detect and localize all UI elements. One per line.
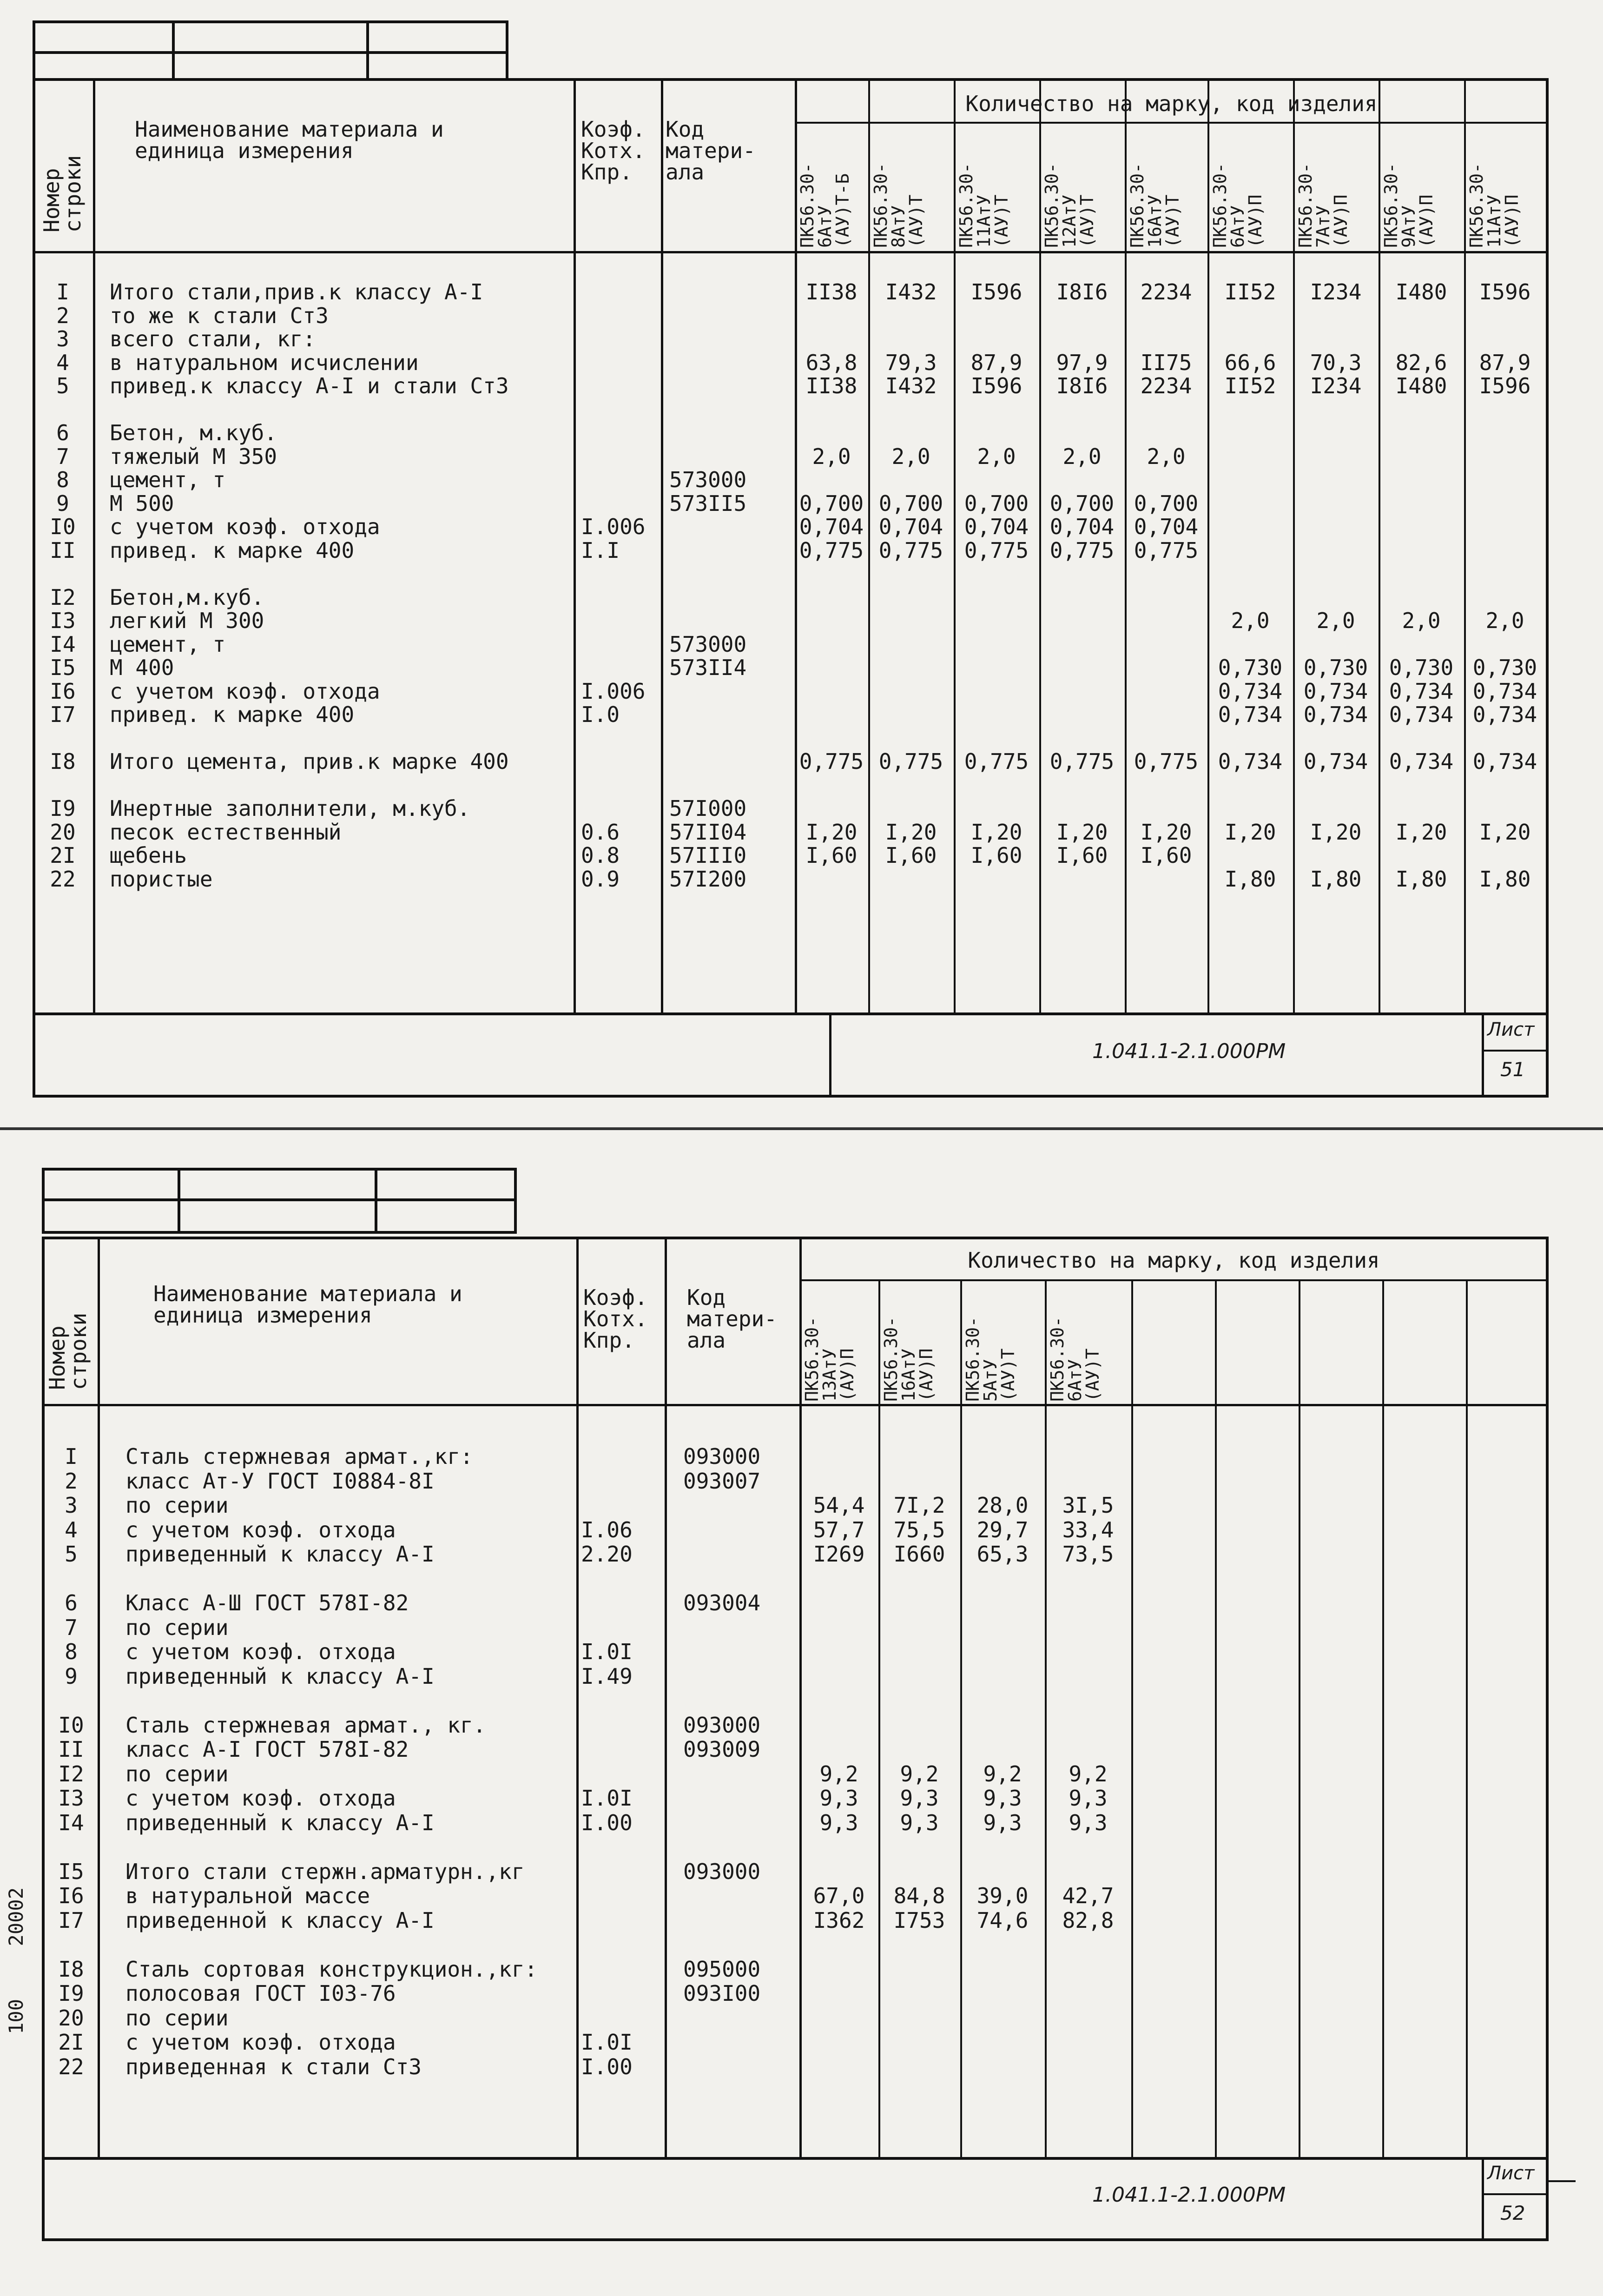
material-name: тяжелый М 350 bbox=[110, 443, 277, 469]
line-number: II bbox=[58, 1737, 84, 1762]
quantity-cell: 7I,2 bbox=[893, 1493, 945, 1518]
quantity-cell: 0,704 bbox=[878, 514, 943, 539]
quantity-cell: I,20 bbox=[885, 819, 937, 845]
line-number: 20 bbox=[58, 2005, 84, 2031]
product-code-header: ПК56.30- 7АтУ (АУ)П bbox=[1295, 162, 1351, 248]
material-name: с учетом коэф. отхода bbox=[110, 678, 380, 704]
quantity-cell: 33,4 bbox=[1062, 1517, 1114, 1542]
material-name: с учетом коэф. отхода bbox=[125, 1517, 396, 1542]
quantity-cell: 2,0 bbox=[891, 443, 930, 469]
quantity-cell: 0,775 bbox=[878, 537, 943, 563]
quantity-cell: 54,4 bbox=[813, 1493, 865, 1518]
line-number: II bbox=[50, 537, 76, 563]
quantity-cell: 2,0 bbox=[1231, 608, 1270, 633]
line-number: I2 bbox=[58, 1761, 84, 1787]
quantity-cell: 0,704 bbox=[1049, 514, 1115, 539]
page-divider bbox=[0, 1127, 1603, 1130]
material-code: 093000 bbox=[683, 1444, 761, 1469]
quantity-cell: 0,704 bbox=[1134, 514, 1199, 539]
name-header-2: Наименование материала и единица измерения bbox=[153, 1281, 462, 1328]
code-header-2: Код матери- ала bbox=[687, 1285, 777, 1353]
line-number: I bbox=[56, 279, 69, 304]
line-number: 2 bbox=[56, 303, 69, 328]
line-number: I4 bbox=[50, 631, 76, 657]
material-name: Итого цемента, прив.к марке 400 bbox=[110, 749, 509, 774]
quantity-cell: 9,3 bbox=[900, 1810, 939, 1835]
document-code: 1.041.1-2.1.000РМ bbox=[1092, 1039, 1286, 1063]
line-number: I2 bbox=[50, 584, 76, 610]
coefficient: I.006 bbox=[581, 514, 646, 539]
coefficient: I.06 bbox=[581, 1517, 633, 1542]
quantity-cell: II38 bbox=[805, 279, 858, 304]
quantity-cell: 0,700 bbox=[1049, 490, 1115, 516]
quantity-cell: 75,5 bbox=[893, 1517, 945, 1542]
quantity-cell: 2,0 bbox=[1147, 443, 1186, 469]
line-number-header-2: Номер строки bbox=[45, 1312, 91, 1390]
quantity-cell: 0,775 bbox=[964, 537, 1029, 563]
line-number: 7 bbox=[65, 1614, 78, 1640]
line-number: 9 bbox=[56, 490, 69, 516]
quantity-cell: 39,0 bbox=[976, 1883, 1029, 1908]
line-number: I4 bbox=[58, 1810, 84, 1835]
material-name: с учетом коэф. отхода bbox=[125, 1639, 396, 1664]
sheet-label-2: Лист bbox=[1487, 2163, 1535, 2184]
quantity-cell: 29,7 bbox=[976, 1517, 1029, 1542]
quantity-cell: 0,734 bbox=[1389, 678, 1454, 704]
material-name: по серии bbox=[125, 1761, 229, 1787]
coefficient: 0.6 bbox=[581, 819, 620, 845]
quantity-cell: I8I6 bbox=[1056, 279, 1108, 304]
quantity-cell: 87,9 bbox=[1479, 350, 1531, 375]
quantity-cell: 87,9 bbox=[970, 350, 1022, 375]
material-name: М 400 bbox=[110, 655, 174, 680]
coefficient: I.00 bbox=[581, 2054, 633, 2079]
quantity-cell: 0,734 bbox=[1303, 678, 1368, 704]
quantity-cell: 9,2 bbox=[983, 1761, 1022, 1787]
quantity-cell: I,20 bbox=[1140, 819, 1192, 845]
quantity-cell: I8I6 bbox=[1056, 373, 1108, 398]
quantity-cell: 97,9 bbox=[1056, 350, 1108, 375]
coefficient: I.49 bbox=[581, 1663, 633, 1689]
line-number: 9 bbox=[65, 1663, 78, 1689]
quantity-cell: 0,734 bbox=[1389, 702, 1454, 727]
name-header: Наименование материала и единица измерения bbox=[135, 117, 444, 163]
quantity-cell: 0,775 bbox=[878, 749, 943, 774]
coefficient: I.00 bbox=[581, 1810, 633, 1835]
material-name: по серии bbox=[125, 1614, 229, 1640]
material-name: в натуральной массе bbox=[125, 1883, 370, 1908]
quantity-cell: I234 bbox=[1310, 373, 1362, 398]
product-code-header: ПК56.30- 6АтУ (АУ)Т bbox=[1047, 1316, 1103, 1402]
quantity-cell: 57,7 bbox=[813, 1517, 865, 1542]
quantity-cell: 9,3 bbox=[819, 1786, 858, 1811]
quantity-cell: 0,775 bbox=[1134, 749, 1199, 774]
quantity-cell: 0,704 bbox=[799, 514, 864, 539]
quantity-cell: 9,2 bbox=[900, 1761, 939, 1787]
quantity-cell: 0,775 bbox=[799, 749, 864, 774]
product-code-header: ПК56.30- 16АтУ (АУ)Т bbox=[1127, 162, 1183, 248]
document-code-2: 1.041.1-2.1.000РМ bbox=[1092, 2183, 1286, 2207]
line-number: I0 bbox=[50, 514, 76, 539]
margin-stamp-1: 20002 bbox=[5, 1887, 27, 1946]
coefficient: 0.8 bbox=[581, 843, 620, 868]
material-name: с учетом коэф. отхода bbox=[125, 2030, 396, 2055]
quantity-cell: 2234 bbox=[1140, 279, 1192, 304]
quantity-cell: 2,0 bbox=[1062, 443, 1102, 469]
quantity-cell: 0,734 bbox=[1218, 702, 1283, 727]
quantity-cell: 9,3 bbox=[900, 1786, 939, 1811]
material-code: 573II4 bbox=[669, 655, 747, 680]
material-name: класс А-I ГОСТ 578I-82 bbox=[125, 1737, 409, 1762]
line-number-header: Номер строки bbox=[39, 155, 86, 232]
line-number: 3 bbox=[65, 1493, 78, 1518]
line-number: I8 bbox=[50, 749, 76, 774]
quantity-cell: 0,734 bbox=[1389, 749, 1454, 774]
line-number: 2I bbox=[58, 2030, 84, 2055]
quantity-cell: I,60 bbox=[885, 843, 937, 868]
quantity-cell: 0,775 bbox=[799, 537, 864, 563]
material-name: в натуральном исчислении bbox=[110, 350, 419, 375]
quantity-cell: I596 bbox=[970, 373, 1022, 398]
line-number: I7 bbox=[50, 702, 76, 727]
quantity-cell: I269 bbox=[813, 1542, 865, 1567]
material-code: 573000 bbox=[669, 467, 747, 492]
quantity-header: Количество на марку, код изделия bbox=[965, 91, 1378, 116]
material-name: Итого стали,прив.к классу А-I bbox=[110, 279, 483, 304]
quantity-cell: I,20 bbox=[1395, 819, 1447, 845]
quantity-cell: I596 bbox=[1479, 279, 1531, 304]
sheet-label: Лист bbox=[1487, 1019, 1535, 1040]
product-column-divider bbox=[1215, 1279, 1217, 2158]
quantity-cell: 2234 bbox=[1140, 373, 1192, 398]
line-number: I6 bbox=[58, 1883, 84, 1908]
material-name: Сталь стержневая армат., кг. bbox=[125, 1712, 486, 1738]
quantity-cell: 0,734 bbox=[1218, 749, 1283, 774]
quantity-cell: 73,5 bbox=[1062, 1542, 1114, 1567]
quantity-cell: I432 bbox=[885, 373, 937, 398]
line-number: I bbox=[65, 1444, 78, 1469]
quantity-cell: I362 bbox=[813, 1907, 865, 1933]
quantity-cell: I234 bbox=[1310, 279, 1362, 304]
material-name: Класс А-Ш ГОСТ 578I-82 bbox=[125, 1590, 409, 1615]
quantity-cell: 0,775 bbox=[1049, 537, 1115, 563]
line-number: I9 bbox=[58, 1981, 84, 2006]
product-code-header bbox=[1135, 1283, 1212, 1402]
quantity-cell: I,60 bbox=[1056, 843, 1108, 868]
line-number: I3 bbox=[50, 608, 76, 633]
coefficient: I.0 bbox=[581, 702, 620, 727]
material-name: Сталь стержневая армат.,кг: bbox=[125, 1444, 473, 1469]
line-number: 7 bbox=[56, 443, 69, 469]
material-name: Бетон,м.куб. bbox=[110, 584, 264, 610]
quantity-cell: 70,3 bbox=[1310, 350, 1362, 375]
material-name: всего стали, кг: bbox=[110, 326, 316, 351]
product-code-header: ПК56.30- 6АтУ (АУ)П bbox=[1210, 162, 1266, 248]
material-name: приведенный к классу А-I bbox=[125, 1810, 435, 1835]
material-code: 093000 bbox=[683, 1712, 761, 1738]
material-name: привед.к классу А-I и стали Ст3 bbox=[110, 373, 509, 398]
line-number: 5 bbox=[56, 373, 69, 398]
material-name: с учетом коэф. отхода bbox=[125, 1786, 396, 1811]
quantity-cell: 0,734 bbox=[1472, 678, 1537, 704]
quantity-cell: II38 bbox=[805, 373, 858, 398]
coefficient: I.0I bbox=[581, 1639, 633, 1664]
product-column-divider bbox=[1466, 1279, 1468, 2158]
coefficient: I.0I bbox=[581, 1786, 633, 1811]
material-code: 573000 bbox=[669, 631, 747, 657]
material-name: Бетон, м.куб. bbox=[110, 420, 277, 445]
quantity-cell: 9,3 bbox=[983, 1786, 1022, 1811]
material-code: 093007 bbox=[683, 1468, 761, 1494]
product-code-header: ПК56.30- 5АтУ (АУ)Т bbox=[963, 1316, 1018, 1402]
material-code: 57III0 bbox=[669, 843, 747, 868]
code-header: Код матери- ала bbox=[666, 117, 756, 185]
quantity-cell: II75 bbox=[1140, 350, 1192, 375]
quantity-cell: 0,730 bbox=[1218, 655, 1283, 680]
material-code: 093I00 bbox=[683, 1981, 761, 2006]
material-code: 57II04 bbox=[669, 819, 747, 845]
material-code: 573II5 bbox=[669, 490, 747, 516]
quantity-cell: 63,8 bbox=[805, 350, 858, 375]
line-number: 3 bbox=[56, 326, 69, 351]
quantity-cell: I432 bbox=[885, 279, 937, 304]
quantity-cell: 0,734 bbox=[1303, 702, 1368, 727]
material-name: приведенный к классу А-I bbox=[125, 1542, 435, 1567]
quantity-header-2: Количество на марку, код изделия bbox=[968, 1248, 1380, 1273]
material-name: щебень bbox=[110, 843, 187, 868]
quantity-cell: 66,6 bbox=[1224, 350, 1276, 375]
line-number: 6 bbox=[65, 1590, 78, 1615]
material-code: 093004 bbox=[683, 1590, 761, 1615]
product-code-header: ПК56.30- 11АтУ (АУ)П bbox=[1466, 162, 1522, 248]
quantity-cell: 0,730 bbox=[1303, 655, 1368, 680]
product-code-header: ПК56.30- 8АтУ (АУ)Т bbox=[871, 162, 926, 248]
line-number: I0 bbox=[58, 1712, 84, 1738]
material-name: Итого стали стержн.арматурн.,кг bbox=[125, 1859, 525, 1884]
quantity-cell: I,20 bbox=[1310, 819, 1362, 845]
quantity-cell: I,80 bbox=[1224, 866, 1276, 892]
quantity-cell: 9,3 bbox=[983, 1810, 1022, 1835]
line-number: 5 bbox=[65, 1542, 78, 1567]
quantity-cell: 9,2 bbox=[1069, 1761, 1108, 1787]
quantity-cell: I596 bbox=[1479, 373, 1531, 398]
quantity-cell: I,80 bbox=[1310, 866, 1362, 892]
quantity-cell: 2,0 bbox=[812, 443, 851, 469]
quantity-cell: I,60 bbox=[1140, 843, 1192, 868]
quantity-cell: 9,3 bbox=[819, 1810, 858, 1835]
material-name: привед. к марке 400 bbox=[110, 702, 355, 727]
material-name: цемент, т bbox=[110, 631, 226, 657]
product-code-header bbox=[1470, 1283, 1543, 1402]
product-code-header bbox=[1302, 1283, 1379, 1402]
line-number: I7 bbox=[58, 1907, 84, 1933]
material-name: Сталь сортовая конструкцион.,кг: bbox=[125, 1956, 538, 1982]
quantity-cell: 0,734 bbox=[1472, 702, 1537, 727]
quantity-cell: 0,734 bbox=[1303, 749, 1368, 774]
quantity-cell: 82,8 bbox=[1062, 1907, 1114, 1933]
product-code-header: ПК56.30- 9АтУ (АУ)П bbox=[1381, 162, 1437, 248]
product-column-divider bbox=[1299, 1279, 1300, 2158]
quantity-cell: 42,7 bbox=[1062, 1883, 1114, 1908]
coefficient: I.I bbox=[581, 537, 620, 563]
quantity-cell: I,20 bbox=[970, 819, 1022, 845]
coefficient: 0.9 bbox=[581, 866, 620, 892]
line-number: I9 bbox=[50, 796, 76, 821]
quantity-cell: 9,2 bbox=[819, 1761, 858, 1787]
material-name: по серии bbox=[125, 2005, 229, 2031]
quantity-cell: 0,700 bbox=[878, 490, 943, 516]
quantity-cell: I,20 bbox=[1056, 819, 1108, 845]
line-number: 4 bbox=[65, 1517, 78, 1542]
coefficient: 2.20 bbox=[581, 1542, 633, 1567]
quantity-cell: I660 bbox=[893, 1542, 945, 1567]
quantity-cell: I753 bbox=[893, 1907, 945, 1933]
coefficient: I.006 bbox=[581, 678, 646, 704]
quantity-cell: 0,700 bbox=[1134, 490, 1199, 516]
material-name: приведенный к классу А-I bbox=[125, 1663, 435, 1689]
quantity-cell: 2,0 bbox=[1316, 608, 1355, 633]
product-code-header: ПК56.30- 16АтУ (АУ)П bbox=[881, 1316, 937, 1402]
material-name: песок естественный bbox=[110, 819, 342, 845]
quantity-cell: 0,734 bbox=[1218, 678, 1283, 704]
line-number: 4 bbox=[56, 350, 69, 375]
quantity-cell: I596 bbox=[970, 279, 1022, 304]
quantity-cell: 84,8 bbox=[893, 1883, 945, 1908]
quantity-cell: I,60 bbox=[805, 843, 858, 868]
product-column-divider bbox=[1045, 1279, 1047, 2158]
product-column-divider bbox=[1131, 1279, 1133, 2158]
material-code: 57I000 bbox=[669, 796, 747, 821]
quantity-cell: 2,0 bbox=[1485, 608, 1524, 633]
product-code-header: ПК56.30- 13АтУ (АУ)П bbox=[802, 1316, 858, 1402]
quantity-cell: I,60 bbox=[970, 843, 1022, 868]
quantity-cell: 82,6 bbox=[1395, 350, 1447, 375]
quantity-cell: I,20 bbox=[1479, 819, 1531, 845]
quantity-cell: I480 bbox=[1395, 373, 1447, 398]
material-code: 093000 bbox=[683, 1859, 761, 1884]
material-name: легкий М 300 bbox=[110, 608, 264, 633]
quantity-cell: I,20 bbox=[1224, 819, 1276, 845]
material-name: то же к стали Ст3 bbox=[110, 303, 329, 328]
line-number: I8 bbox=[58, 1956, 84, 1982]
quantity-cell: I,80 bbox=[1395, 866, 1447, 892]
line-number: 6 bbox=[56, 420, 69, 445]
quantity-cell: 79,3 bbox=[885, 350, 937, 375]
quantity-cell: 67,0 bbox=[813, 1883, 865, 1908]
material-name: Инертные заполнители, м.куб. bbox=[110, 796, 470, 821]
material-code: 095000 bbox=[683, 1956, 761, 1982]
sheet-number-2: 52 bbox=[1500, 2202, 1525, 2224]
line-number: I3 bbox=[58, 1786, 84, 1811]
quantity-cell: 0,775 bbox=[964, 749, 1029, 774]
line-number: 8 bbox=[56, 467, 69, 492]
line-number: 8 bbox=[65, 1639, 78, 1664]
material-code: 57I200 bbox=[669, 866, 747, 892]
line-number: 22 bbox=[58, 2054, 84, 2079]
material-name: привед. к марке 400 bbox=[110, 537, 355, 563]
material-name: приведенная к стали Ст3 bbox=[125, 2054, 422, 2079]
quantity-cell: 28,0 bbox=[976, 1493, 1029, 1518]
sheet-number: 51 bbox=[1500, 1058, 1525, 1081]
coef-header-2: Коэф. Котх. Кпр. bbox=[583, 1285, 648, 1353]
quantity-cell: II52 bbox=[1224, 279, 1276, 304]
quantity-cell: 9,3 bbox=[1069, 1786, 1108, 1811]
line-number: 2 bbox=[65, 1468, 78, 1494]
material-name: цемент, т bbox=[110, 467, 226, 492]
quantity-cell: I,20 bbox=[805, 819, 858, 845]
material-name: класс Ат-У ГОСТ I0884-8I bbox=[125, 1468, 435, 1494]
product-column-divider bbox=[878, 1279, 880, 2158]
material-name: с учетом коэф. отхода bbox=[110, 514, 380, 539]
quantity-cell: 0,700 bbox=[799, 490, 864, 516]
line-number: I5 bbox=[50, 655, 76, 680]
product-code-header: ПК56.30- 11АтУ (АУ)Т bbox=[956, 162, 1012, 248]
product-column-divider bbox=[960, 1279, 962, 2158]
quantity-cell: 0,775 bbox=[1134, 537, 1199, 563]
quantity-cell: 0,775 bbox=[1049, 749, 1115, 774]
quantity-cell: 65,3 bbox=[976, 1542, 1029, 1567]
material-code: 093009 bbox=[683, 1737, 761, 1762]
quantity-cell: II52 bbox=[1224, 373, 1276, 398]
quantity-cell: 3I,5 bbox=[1062, 1493, 1114, 1518]
line-number: 2I bbox=[50, 843, 76, 868]
quantity-cell: 2,0 bbox=[977, 443, 1016, 469]
quantity-cell: 0,730 bbox=[1472, 655, 1537, 680]
quantity-cell: 74,6 bbox=[976, 1907, 1029, 1933]
quantity-cell: 0,700 bbox=[964, 490, 1029, 516]
material-name: М 500 bbox=[110, 490, 174, 516]
coefficient: I.0I bbox=[581, 2030, 633, 2055]
line-number: 22 bbox=[50, 866, 76, 892]
quantity-cell: I480 bbox=[1395, 279, 1447, 304]
product-column-divider bbox=[1382, 1279, 1384, 2158]
product-code-header bbox=[1219, 1283, 1296, 1402]
product-code-header: ПК56.30- 6АтУ (АУ)Т-Б bbox=[797, 162, 853, 248]
quantity-cell: I,80 bbox=[1479, 866, 1531, 892]
line-number: 20 bbox=[50, 819, 76, 845]
product-code-header bbox=[1386, 1283, 1463, 1402]
line-number: I5 bbox=[58, 1859, 84, 1884]
material-name: полосовая ГОСТ I03-76 bbox=[125, 1981, 396, 2006]
material-name: пористые bbox=[110, 866, 213, 892]
quantity-cell: 9,3 bbox=[1069, 1810, 1108, 1835]
quantity-cell: 0,704 bbox=[964, 514, 1029, 539]
quantity-cell: 0,734 bbox=[1472, 749, 1537, 774]
material-name: по серии bbox=[125, 1493, 229, 1518]
coef-header: Коэф. Котх. Кпр. bbox=[581, 117, 646, 185]
material-name: приведенной к классу А-I bbox=[125, 1907, 435, 1933]
margin-stamp-2: 100 bbox=[5, 1999, 27, 2034]
quantity-cell: 0,730 bbox=[1389, 655, 1454, 680]
product-code-header: ПК56.30- 12АтУ (АУ)Т bbox=[1042, 162, 1097, 248]
line-number: I6 bbox=[50, 678, 76, 704]
quantity-cell: 2,0 bbox=[1402, 608, 1441, 633]
